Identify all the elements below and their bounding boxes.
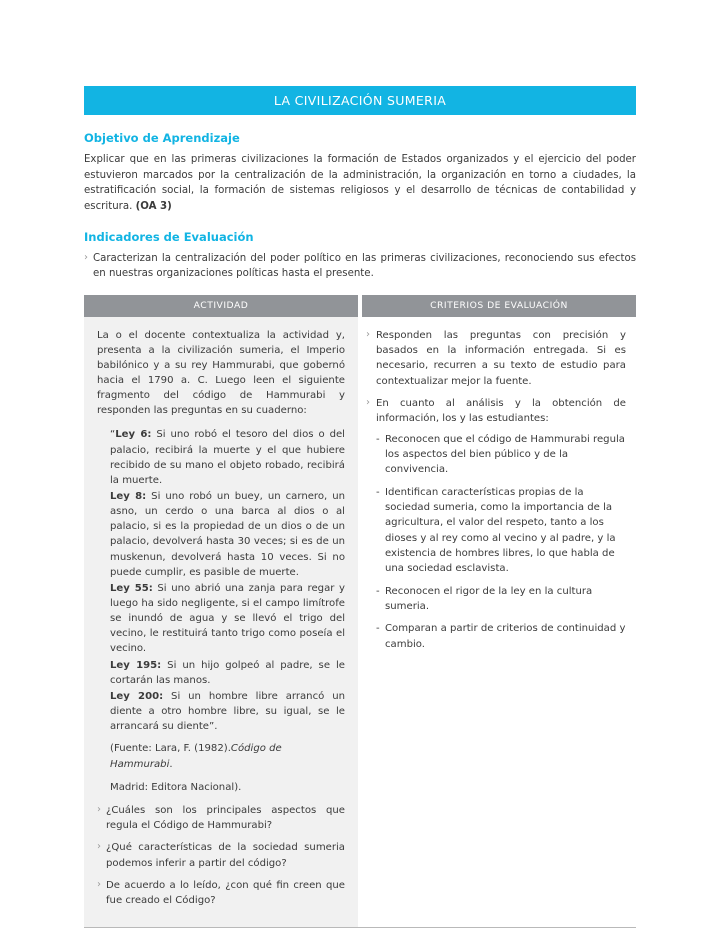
law-text: Si uno robó un buey, un carnero, un asno, un cerdo o una barca al dios o al palacio, si es la propiedad de un dios o de un palacio, devolverá hasta 30 veces; si es de un muskenun, devolverá hasta 10 veces. Si no puede cumplir, es pasible de muerte. — [110, 491, 346, 578]
table-header-activity: ACTIVIDAD — [84, 295, 358, 317]
law-quote-block — [97, 427, 345, 795]
list-item: - Reconocen que el código de Hammurabi regula los aspectos del bien público y de la convivencia. — [376, 432, 626, 478]
activity-cell — [84, 317, 358, 927]
page-title: LA CIVILIZACIÓN SUMERIA — [273, 93, 447, 108]
criteria-sub-list — [376, 432, 626, 652]
law-entry — [110, 689, 345, 734]
activity-intro: La o el docente contextualiza la actividad y, presenta a la civilización sumeria, el Imperio babilónico y a su rey Hammurabi, que gobernó hacia el 1790 a. C. Luego leen el siguiente fragmento del código de Hammurabi y responden las preguntas en su cuaderno: — [97, 329, 345, 417]
activity-table — [84, 295, 636, 928]
source-prefix: (Fuente: Lara, F. (1982). — [110, 743, 231, 755]
law-entry — [110, 489, 345, 580]
source-title: Código de Hammurabi — [110, 743, 282, 770]
document-page — [84, 0, 636, 928]
law-label: Ley 8: — [110, 491, 147, 502]
law-text: Si un hombre libre arrancó un diente a otro hombre libre, su igual, se le arrancará su diente”. — [110, 690, 345, 733]
law-entry — [110, 427, 345, 488]
criteria-list — [366, 328, 626, 652]
objetivo-paragraph — [84, 152, 636, 214]
law-entry — [110, 658, 345, 688]
law-text: Si uno robó el tesoro del dios o del palacio, recibirá la muerte y el que hubiere recibido de su mano el objeto robado, recibirá la muerte. — [110, 429, 345, 486]
law-text: Si un hijo golpeó al padre, se le cortarán las manos. — [110, 659, 345, 686]
objetivo-text: Explicar que en las primeras civilizaciones la formación de Estados organizados y el ejercicio del poder estuvieron marcados por la centralización de la administración, la organización en torno a ciudades, la estratificación social, la formación de sistemas religiosos y el desarrollo de técnicas de contabilidad y escritura. — [84, 154, 636, 212]
source-citation-line2: Madrid: Editora Nacional). — [110, 781, 242, 793]
list-item: › De acuerdo a lo leído, ¿con qué fin creen que fue creado el Código? — [97, 878, 345, 908]
list-item: › Caracterizan la centralización del poder político en las primeras civilizaciones, reconociendo sus efectos en nuestras organizaciones políticas hasta el presente. — [84, 251, 636, 282]
indicadores-heading: Indicadores de Evaluación — [84, 230, 254, 244]
list-item: › ¿Cuáles son los principales aspectos que regula el Código de Hammurabi? — [97, 803, 345, 833]
law-text: Si uno abrió una zanja para regar y luego ha sido negligente, si el campo limítrofe se inundó de agua y se llevó el trigo del vecino, le restituirá tanto trigo como poseía el vecino. — [110, 582, 345, 655]
table-body-row — [84, 317, 636, 928]
table-header-criteria: CRITERIOS DE EVALUACIÓN — [362, 295, 636, 317]
law-label: Ley 6: — [115, 429, 152, 441]
activity-questions-list — [97, 803, 345, 908]
objetivo-code: (OA 3) — [135, 200, 172, 212]
law-entry — [110, 581, 345, 657]
list-item: - Identifican características propias de la sociedad sumeria, como la importancia de la agricultura, el valor del respeto, tanto a los dioses y al rey como al vecino y al padre, y la existencia de hombres libres, lo que habla de una sociedad esclavista. — [376, 485, 626, 577]
list-item: - Comparan a partir de criterios de continuidad y cambio. — [376, 621, 626, 652]
law-label: Ley 200: — [110, 690, 164, 702]
table-header-row — [84, 295, 636, 317]
source-citation — [110, 741, 345, 772]
law-label: Ley 55: — [110, 582, 153, 594]
list-item: › Responden las preguntas con precisión y basados en la información entregada. Si es necesario, recurren a su texto de estudio para contextualizar mejor la fuente. — [366, 328, 626, 389]
quote-open: “ — [110, 429, 116, 441]
criteria-item-text: En cuanto al análisis y la obtención de información, los y las estudiantes: — [376, 397, 626, 425]
criteria-cell — [358, 317, 636, 927]
law-label: Ley 195: — [110, 659, 162, 671]
list-item: › ¿Qué características de la sociedad sumeria podemos inferir a partir del código? — [97, 840, 345, 870]
document-title-banner — [84, 86, 636, 115]
list-item — [366, 396, 626, 652]
indicadores-list — [84, 251, 636, 282]
objetivo-heading: Objetivo de Aprendizaje — [84, 131, 240, 145]
source-suffix: . — [169, 758, 173, 770]
list-item: - Reconocen el rigor de la ley en la cultura sumeria. — [376, 584, 626, 615]
